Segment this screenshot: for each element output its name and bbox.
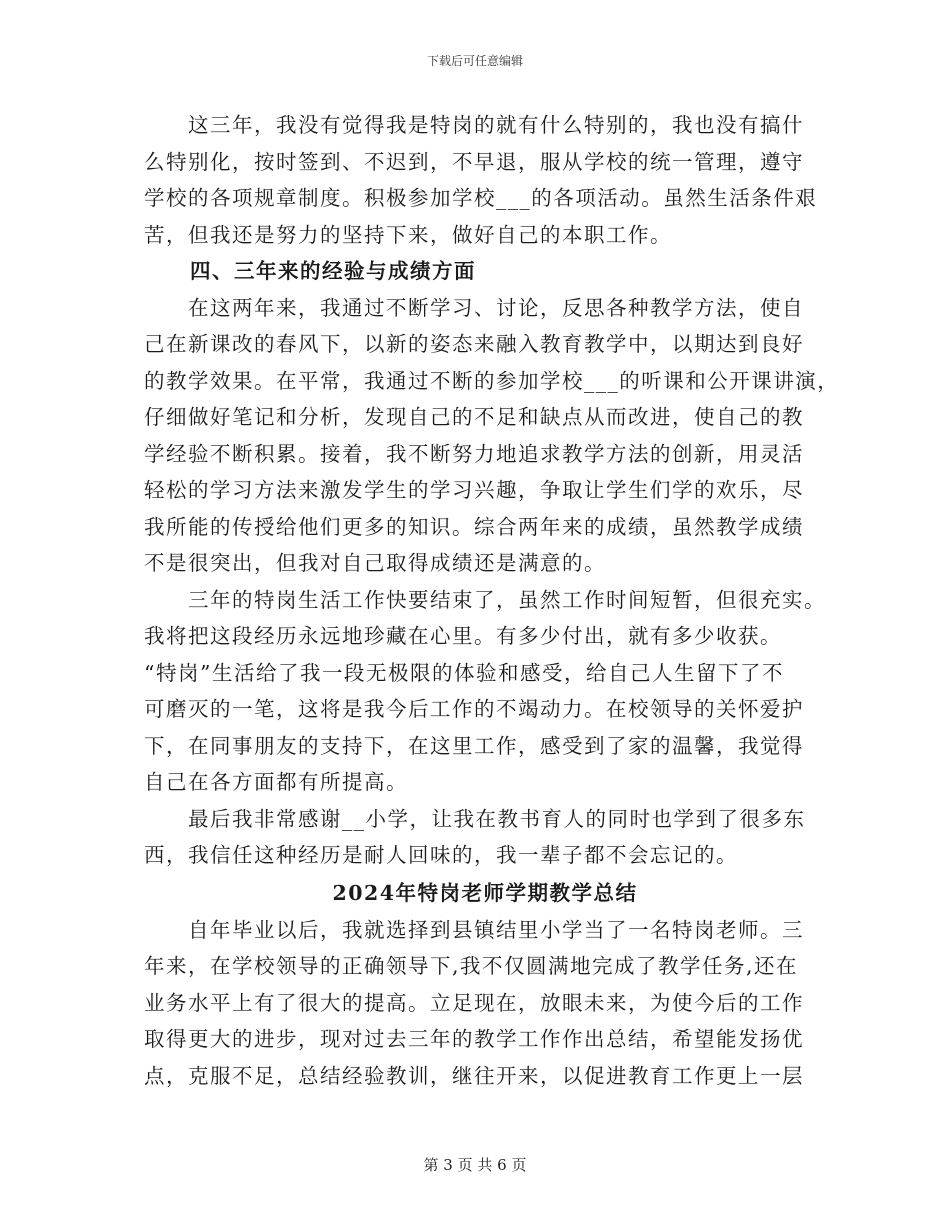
text-line: 仔细做好笔记和分析，发现自己的不足和缺点从而改进，使自己的教 [144, 405, 804, 429]
document-body [144, 107, 840, 1094]
text-line: 在这两年来，我通过不断学习、讨论，反思各种教学方法，使自 [144, 295, 804, 320]
text-line: 自年毕业以后，我就选择到县镇结里小学当了一名特岗老师。三 [144, 917, 804, 942]
text-line: 我所能的传授给他们更多的知识。综合两年来的成绩，虽然教学成绩 [144, 514, 804, 539]
text-line: 轻松的学习方法来激发学生的学习兴趣，争取让学生们学的欢乐，尽 [144, 478, 804, 502]
text-line: 业务水平上有了很大的提高。立足现在，放眼未来，为使今后的工作 [144, 990, 804, 1015]
text-line: 么特别化，按时签到、不迟到，不早退，服从学校的统一管理，遵守 [144, 149, 804, 174]
text-line: 最后我非常感谢__小学，让我在教书育人的同时也学到了很多东 [144, 806, 806, 831]
text-line: 西，我信任这种经历是耐人回味的，我一辈子都不会忘记的。 [144, 843, 738, 867]
text-line: 学校的各项规章制度。积极参加学校___的各项活动。虽然生活条件艰 [144, 186, 818, 210]
section-title: 2024年特岗老师学期教学总结 [332, 880, 638, 905]
text-line: 我将把这段经历永远地珍藏在心里。有多少付出，就有多少收获。 [144, 624, 782, 648]
text-line: 的教学效果。在平常，我通过不断的参加学校___的听课和公开课讲演， [144, 368, 840, 393]
text-line: “特岗”生活给了我一段无极限的体验和感受，给自己人生留下了不 [144, 660, 784, 685]
section-heading: 四、三年来的经验与成绩方面 [190, 259, 476, 283]
text-line: 取得更大的进步，现对过去三年的教学工作作出总结，希望能发扬优 [144, 1027, 804, 1051]
text-line: 这三年，我没有觉得我是特岗的就有什么特别的，我也没有搞什 [144, 113, 804, 137]
text-line: 己在新课改的春风下，以新的姿态来融入教育教学中，以期达到良好 [144, 332, 804, 356]
text-line: 苦，但我还是努力的坚持下来，做好自己的本职工作。 [144, 222, 672, 247]
page-header: 下载后可任意编辑 [426, 54, 523, 68]
text-line: 三年的特岗生活工作快要结束了，虽然工作时间短暂，但很充实。 [144, 587, 826, 612]
text-line: 学经验不断积累。接着，我不断努力地追求教学方法的创新，用灵活 [144, 441, 804, 466]
text-line: 下，在同事朋友的支持下，在这里工作，感受到了家的温馨，我觉得 [144, 733, 804, 758]
text-line: 自己在各方面都有所提高。 [144, 770, 408, 794]
text-line: 年来，在学校领导的正确领导下,我不仅圆满地完成了教学任务,还在 [144, 954, 799, 978]
page-footer: 第 3 页 共 6 页 [423, 1156, 527, 1174]
text-line: 可磨灭的一笔，这将是我今后工作的不竭动力。在校领导的关怀爱护 [144, 697, 804, 721]
text-line: 点，克服不足，总结经验教训，继往开来，以促进教育工作更上一层 [144, 1063, 804, 1088]
text-line: 不是很突出，但我对自己取得成绩还是满意的。 [144, 551, 606, 575]
